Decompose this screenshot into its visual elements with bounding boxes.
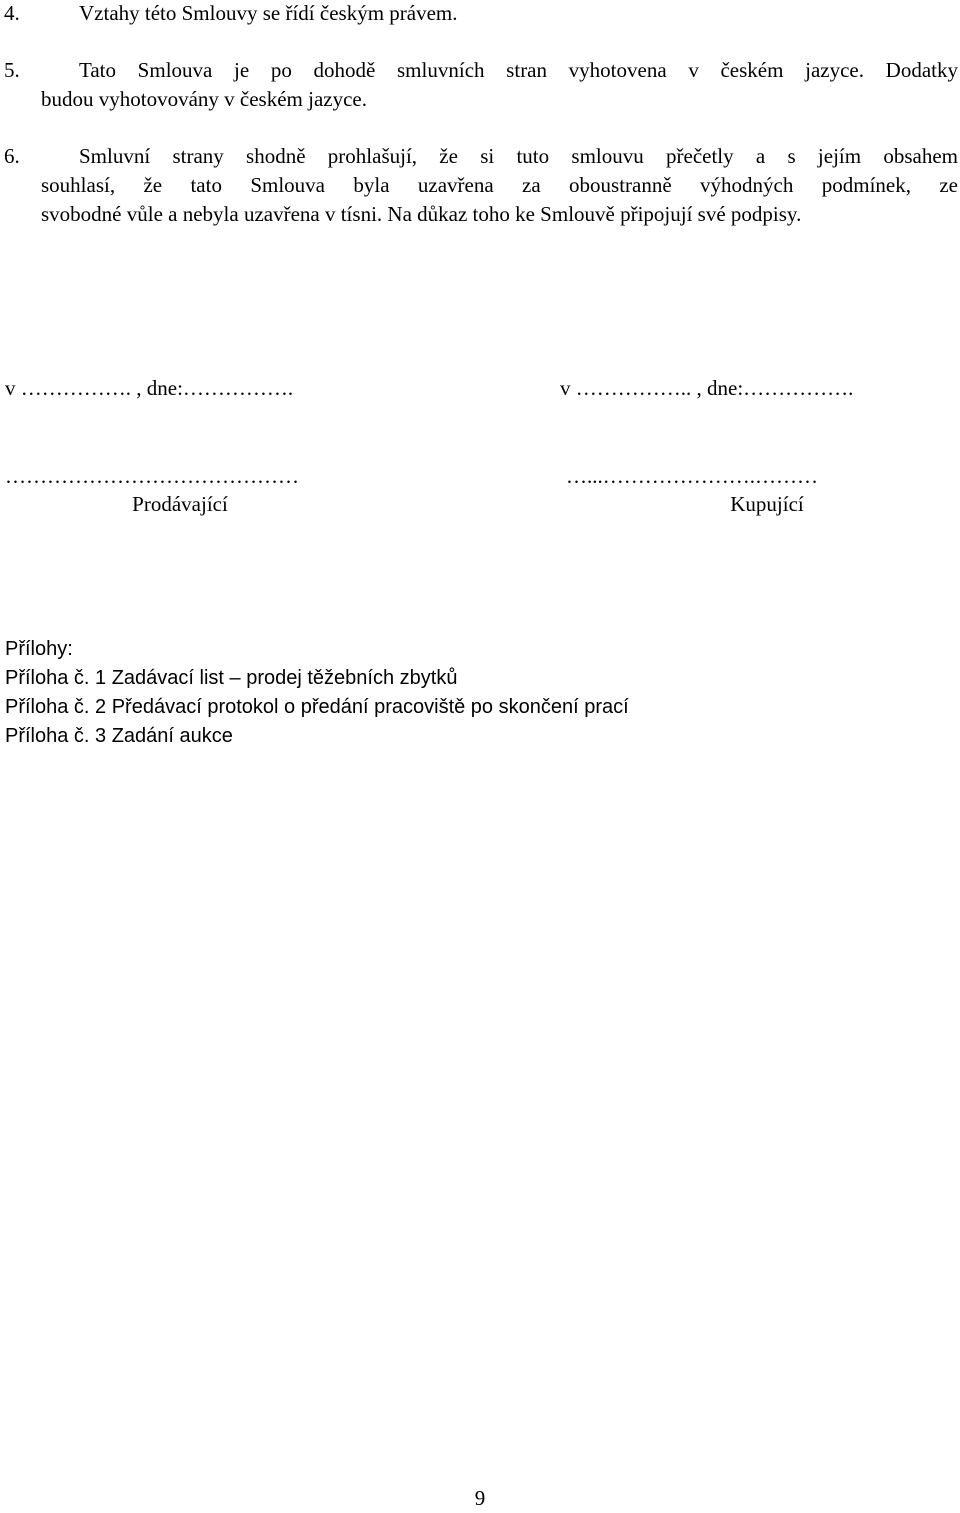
attachment-item: Příloha č. 2 Předávací protokol o předání pracoviště po skončení prací [5,696,629,718]
clause-4 [0,0,958,28]
buyer-place-date: v …………….. , dne:……………. [560,376,854,400]
clause-text: Vztahy této Smlouvy se řídí českým právem. [79,1,458,25]
page-number: 9 [474,1486,486,1510]
clause-6 [0,142,958,229]
clause-text-line-2: budou vyhotovovány v českém jazyce. [41,87,367,111]
clause-text-line-1: Smluvní strany shodně prohlašují, že si tuto smlouvu přečetly a s jejím obsahem [79,144,958,168]
clause-number: 5. [4,58,20,82]
buyer-signature-line: …...………………….……… [566,464,818,488]
attachment-item: Příloha č. 1 Zadávací list – prodej těžebních zbytků [5,667,458,689]
attachments-list [5,635,629,751]
buyer-label: Kupující [730,492,804,516]
clause-number: 4. [4,1,20,25]
attachment-item: Příloha č. 3 Zadání aukce [5,725,233,747]
clause-text-line-1: Tato Smlouva je po dohodě smluvních stran vyhotovena v českém jazyce. Dodatky [79,58,958,82]
attachments-heading: Přílohy: [5,638,73,660]
seller-place-date: v ……………. , dne:……………. [5,376,294,400]
clause-text-line-3: svobodné vůle a nebyla uzavřena v tísni. Na důkaz toho ke Smlouvě připojují své podpisy. [41,202,802,226]
clause-5 [0,56,958,114]
clause-number: 6. [4,144,20,168]
clause-text-line-2: souhlasí, že tato Smlouva byla uzavřena za oboustranně výhodných podmínek, ze [41,173,958,197]
seller-label: Prodávající [132,492,228,516]
seller-signature-line: …………………………………… [5,464,299,488]
